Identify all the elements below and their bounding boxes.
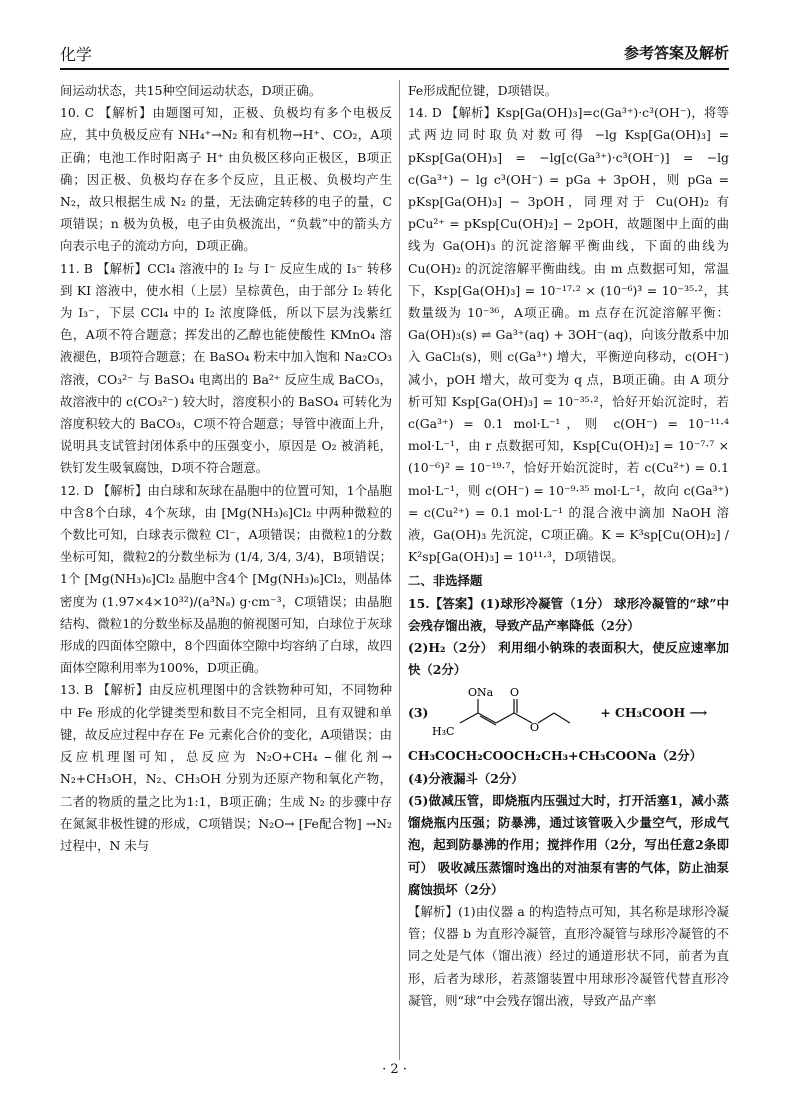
reaction-equation — [408, 685, 729, 741]
paragraph-continuation-right: Fe形成配位键，D项错误。 — [408, 83, 558, 98]
reaction-products: CH₃COCH₂COOCH₂CH₃+CH₃COONa（2分） — [408, 748, 703, 764]
carbonyl-oxygen: O — [510, 686, 520, 700]
paragraph-continuation: 间运动状态，共15种空间运动状态，D项正确。 — [60, 83, 322, 98]
answer-15-part-2: (2)H₂（2分） 利用细小钠珠的表面积大，使反应速率加快（2分） — [408, 640, 729, 678]
right-column — [408, 80, 729, 1012]
page-header — [60, 42, 729, 70]
answer-15-part-4: (4)分液漏斗（2分） — [408, 770, 524, 786]
answer-14: 14. D 【解析】Ksp[Ga(OH)₃]=c(Ga³⁺)·c³(OH⁻)，将等式两边同时取负对数可得 −lg Ksp[Ga(OH)₃] = pKsp[Ga(OH)₃] = −lg[c(Ga³⁺)·c³(OH⁻)] = −lg c(Ga³⁺) − lg c³(OH⁻) = pGa + 3pOH，则 pGa = pKsp[Ga(OH)₃] − 3pOH，同理对于 Cu(OH)₂ 有 pCu²⁺ = pKsp[Cu(OH)₂] − 2pOH，故题图中上面的曲线为 Ga(OH)₃ 的沉淀溶解平衡曲线，下面的曲线为 Cu(OH)₂ 的沉淀溶解平衡曲线。由 m 点数据可知，常温下，Ksp[Ga(OH)₃] = 10⁻¹⁷·² × (10⁻⁶)³ = 10⁻³⁵·²，其数量级为 10⁻³⁶，A项正确。m 点存在沉淀溶解平衡：Ga(OH)₃(s) ⇌ Ga³⁺(aq) + 3OH⁻(aq)，向该分散系中加入 GaCl₃(s)，则 c(Ga³⁺) 增大，平衡逆向移动，c(OH⁻) 减小，pOH 增大，故可变为 q 点，B项正确。由 A 项分析可知 Ksp[Ga(OH)₃] = 10⁻³⁵·²，恰好开始沉淀时，若 c(Ga³⁺) = 0.1 mol·L⁻¹，则 c(OH⁻) = 10⁻¹¹·⁴ mol·L⁻¹，由 r 点数据可知，Ksp[Cu(OH)₂] = 10⁻⁷·⁷ × (10⁻⁶)² = 10⁻¹⁹·⁷，恰好开始沉淀时，若 c(Cu²⁺) = 0.1 mol·L⁻¹，则 c(OH⁻) = 10⁻⁹·³⁵ mol·L⁻¹，故向 c(Ga³⁺) = c(Cu²⁺) = 0.1 mol·L⁻¹ 的混合液中滴加 NaOH 溶液，Ga(OH)₃ 先沉淀，C项正确。K = K³sp[Cu(OH)₂] / K²sp[Ga(OH)₃] = 10¹¹·³，D项错误。 — [408, 105, 729, 565]
methyl-group: H₃C — [432, 725, 455, 739]
page-number: · 2 · — [382, 1062, 407, 1077]
ester-structure-diagram — [428, 685, 578, 741]
subject-label: 化学 — [60, 45, 93, 64]
reaction-reagent: + CH₃COOH ⟶ — [600, 705, 708, 721]
answer-10: 10. C 【解析】由题图可知，正极、负极均有多个电极反应，其中负极反应有 NH₄⁺→N₂ 和有机物→H⁺、CO₂，A项正确；电池工作时阳离子 H⁺ 由负极区移向正极区，B项正确；因正极、负极均存在多个反应，且正极、负极均产生 N₂，故只根据生成 N₂ 的量，无法确定转移的电子的量，C项错误；n 极为负极，电子由负极流出，“负载”中的箭头方向表示电子的流动方向，D项正确。 — [60, 105, 392, 254]
left-column — [60, 80, 392, 857]
answer-13: 13. B 【解析】由反应机理图中的含铁物种可知，不同物种中 Fe 形成的化学键类型和数目不完全相同，且有双键和单键，故反应过程中存在 Fe 元素化合价的变化，A项错误；由反应机理图可知，总反应为 N₂O+CH₄ ⎯催化剂→ N₂+CH₃OH，N₂、CH₃OH 分别为还原产物和氧化产物，二者的物质的量之比为1:1，B项正确；生成 N₂ 的步骤中存在氮氮非极性键的形成，C项错误；N₂O→ [Fe配合物] →N₂ 过程中，N 未与 — [60, 682, 392, 853]
header-title: 参考答案及解析 — [623, 44, 729, 62]
ona-group: ONa — [468, 686, 494, 700]
ester-oxygen: O — [530, 721, 540, 735]
section-heading: 二、非选择题 — [408, 573, 483, 589]
column-divider — [399, 80, 400, 1060]
answer-11: 11. B 【解析】CCl₄ 溶液中的 I₂ 与 I⁻ 反应生成的 I₃⁻ 转移到 KI 溶液中，使水相（上层）呈棕黄色，由于部分 I₂ 转化为 I₃⁻，下层 CCl₄ 中的 I₂ 浓度降低，所以下层为浅紫红色，A项不符合题意；挥发出的乙醇也能使酸性 KMnO₄ 溶液褪色，B项符合题意；在 BaSO₄ 粉末中加入饱和 Na₂CO₃ 溶液，CO₃²⁻ 与 BaSO₄ 电离出的 Ba²⁺ 反应生成 BaCO₃，故溶液中的 c(CO₃²⁻) 较大时，溶度积小的 BaSO₄ 可转化为溶度积较大的 BaCO₃，C项不符合题意；导管中液面上升，说明具支试管封闭体系中的压强变小，原因是 O₂ 被消耗，铁钉发生吸氧腐蚀，D项不符合题意。 — [60, 260, 392, 476]
answer-12: 12. D 【解析】由白球和灰球在晶胞中的位置可知，1个晶胞中含8个白球，4个灰球，由 [Mg(NH₃)₆]Cl₂ 中两种微粒的个数比可知，白球表示微粒 Cl⁻，A项错误；由微粒1的分数坐标可知，微粒2的分数坐标为 (1/4, 3/4, 3/4)，B项错误；1个 [Mg(NH₃)₆]Cl₂ 晶胞中含4个 [Mg(NH₃)₆]Cl₂，则晶体密度为 (1.97×4×10³²)/(a³Nₐ) g·cm⁻³，C项错误；由晶胞结构、微粒1的分数坐标及晶胞的俯视图可知，白球位于灰球形成的四面体空隙中，8个四面体空隙中均容纳了白球，故四面体空隙利用率为100%，D项正确。 — [60, 482, 392, 676]
part-3-label: (3) — [408, 705, 429, 721]
answer-15-part-5: (5)做减压管，即烧瓶内压强过大时，打开活塞1，减小蒸馏烧瓶内压强；防暴沸，通过该管吸入少量空气，形成气泡，起到防暴沸的作用；搅拌作用（2分，写出任意2条即可） 吸收减压蒸馏时逸出的对油泵有害的气体，防止油泵腐蚀损坏（2分） — [408, 792, 729, 897]
answer-15-part-1: 15.【答案】(1)球形冷凝管（1分） 球形冷凝管的“球”中会残存馏出液，导致产品产率降低（2分） — [408, 595, 729, 633]
answer-15-explanation: 【解析】(1)由仪器 a 的构造特点可知，其名称是球形冷凝管；仪器 b 为直形冷凝管，直形冷凝管与球形冷凝管的不同之处是气体（馏出液）经过的通道形状不同，前者为直形，后者为球形，若蒸馏装置中用球形冷凝管代替直形冷凝管，则“球”中会残存馏出液，导致产品产率 — [408, 903, 729, 1008]
